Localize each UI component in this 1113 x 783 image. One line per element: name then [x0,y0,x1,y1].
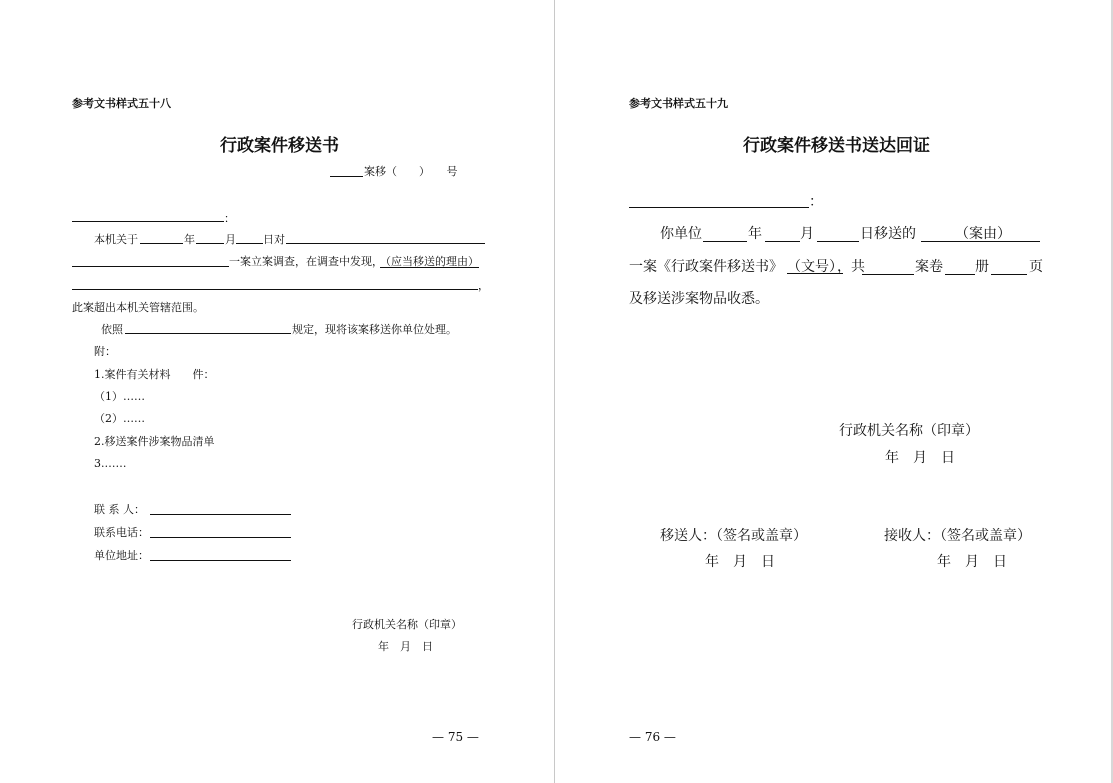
p1-year: 年 [184,233,195,246]
p2-text: 一案立案调查，在调查中发现， [229,255,383,268]
right-page [555,0,1113,783]
right-p2-intro: 一案 [629,259,657,275]
month-blank [196,243,224,244]
receiver-date: 年 月 日 [937,554,1007,570]
phone-label: 联系电话： [94,526,149,539]
right-title: 行政案件移送书送达回证 [743,136,930,156]
left-header: 参考文书样式五十八 [72,97,171,110]
p1-day: 日对 [263,233,285,246]
p1-intro: 本机关于 [94,233,138,246]
reason-comma: ， [478,279,489,292]
attachment-item-1-1: （1）…… [94,390,145,403]
address-label: 单位地址： [94,549,149,562]
attachment-label: 附： [94,345,116,358]
doc-number: 案移（ ） 号 [364,165,458,178]
right-p2-pages: 页 [1029,259,1043,275]
phone-blank [150,537,291,538]
p4-intro: 依照 [101,323,123,336]
right-recipient-blank [629,207,809,208]
contact-label: 联 系 人： [94,503,145,516]
reason-blank [72,289,478,290]
recipient-blank [72,221,224,222]
transfer-reason: （应当移送的理由） [380,255,479,268]
sender-date: 年 月 日 [705,554,775,570]
right-p1-year: 年 [748,226,762,242]
right-date: 年 月 日 [885,450,955,466]
right-p1-intro: 你单位 [660,226,702,242]
right-page-number: — 76 — [629,730,676,744]
attachment-item-1: 1.案件有关材料 件： [94,368,215,381]
left-date: 年 月 日 [378,640,433,653]
receiver-label: 接收人：（签名或盖章） [884,528,1031,544]
right-p2-total: ，共 [837,259,865,275]
right-p3-text: 及移送涉案物品收悉。 [629,291,769,307]
right-p2-books: 册 [975,259,989,275]
left-page-number: — 75 — [432,730,479,744]
right-books-blank [945,274,975,275]
address-blank [150,560,291,561]
right-p2-volumes: 案卷 [915,259,943,275]
recipient-colon: ： [224,212,235,225]
right-p1-day: 日移送的 [860,226,916,242]
left-title: 行政案件移送书 [220,136,339,156]
right-p1-month: 月 [800,226,814,242]
right-year-blank [703,241,747,242]
right-day-blank [817,241,859,242]
right-month-blank [765,241,800,242]
sender-label: 移送人：（签名或盖章） [660,528,807,544]
right-book-title: 《行政案件移送书》 [657,259,783,275]
right-pages-blank [991,274,1027,275]
p3-text: 此案超出本机关管辖范围。 [72,301,204,314]
legal-basis-blank [125,333,291,334]
p4-text: 规定，现将该案移送你单位处理。 [292,323,457,336]
right-doc-number: （文号） [787,259,843,275]
day-blank [236,243,263,244]
case-party-blank [286,243,485,244]
right-recipient-colon: ： [809,194,823,210]
right-volumes-blank [862,274,914,275]
right-org-seal: 行政机关名称（印章） [839,423,979,439]
case-name-blank [72,266,229,267]
right-header: 参考文书样式五十九 [629,97,728,110]
attachment-item-3: 3.…… [94,457,127,470]
contact-blank [150,514,291,515]
left-page [0,0,554,783]
year-blank [140,243,183,244]
p1-month: 月 [225,233,236,246]
attachment-item-1-2: （2）…… [94,412,145,425]
right-case-reason: （案由） [955,226,1011,242]
doc-number-blank [330,176,363,177]
left-org-seal: 行政机关名称（印章） [352,618,462,631]
attachment-item-2: 2.移送案件涉案物品清单 [94,435,215,448]
